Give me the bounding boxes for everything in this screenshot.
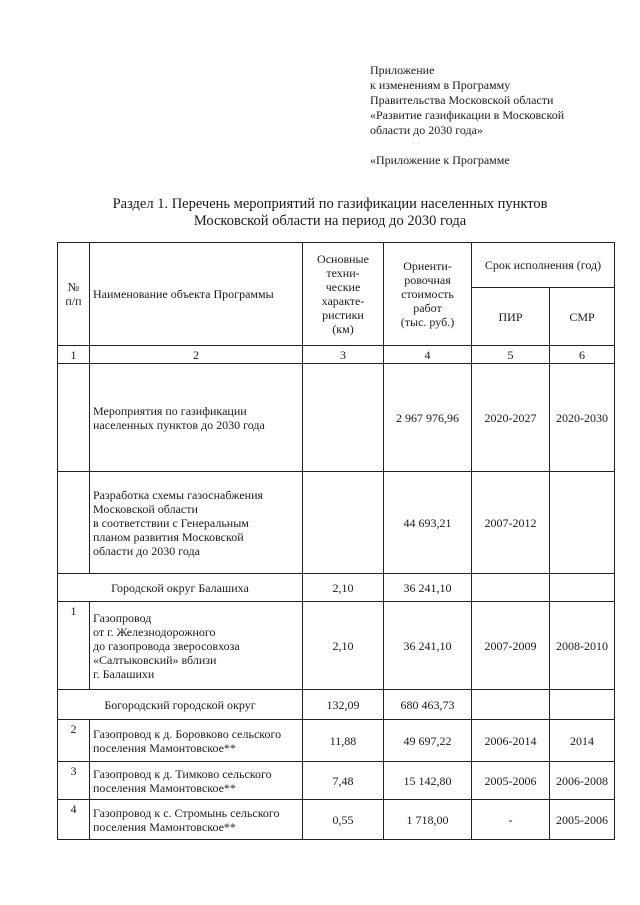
col-number: 2 — [90, 346, 303, 364]
measures-table — [57, 242, 615, 840]
row-km: 132,09 — [303, 690, 384, 720]
row-pir: 2007-2012 — [472, 472, 550, 574]
table-row — [58, 762, 615, 800]
appendix-line: к изменениям в Программу — [370, 78, 511, 92]
row-pir: 2020-2027 — [472, 364, 550, 472]
row-cost: 36 241,10 — [384, 602, 472, 690]
appendix-line: области до 2030 года» — [370, 123, 483, 137]
region-name: Богородский городской округ — [58, 690, 303, 720]
appendix-line: Правительства Московской области — [370, 93, 554, 107]
col-number: 5 — [472, 346, 550, 364]
table-row — [58, 602, 615, 690]
row-name: Газопровод от г. Железнодорожного до газопровода зверосовхоза «Салтыковский» вблизи г. Балашихи — [90, 602, 303, 690]
table-row — [58, 364, 615, 472]
row-pir: 2007-2009 — [472, 602, 550, 690]
row-cost: 2 967 976,96 — [384, 364, 472, 472]
row-name: Газопровод к с. Стромынь сельского поселения Мамонтовское** — [90, 800, 303, 840]
row-name: Газопровод к д. Тимково сельского поселения Мамонтовское** — [90, 762, 303, 800]
row-cost: 1 718,00 — [384, 800, 472, 840]
row-name: Разработка схемы газоснабжения Московской области в соответствии с Генеральным планом развития Московской области до 2030 года — [90, 472, 303, 574]
row-cost: 15 142,80 — [384, 762, 472, 800]
table-row — [58, 472, 615, 574]
row-cost: 44 693,21 — [384, 472, 472, 574]
col-number: 4 — [384, 346, 472, 364]
row-km: 2,10 — [303, 574, 384, 602]
row-smr: 2006-2008 — [550, 762, 615, 800]
header-name: Наименование объекта Программы — [90, 243, 303, 346]
appendix-reference: «Приложение к Программе — [370, 153, 510, 167]
column-numbers-row — [58, 346, 615, 364]
row-number: 3 — [58, 762, 90, 800]
row-km: 7,48 — [303, 762, 384, 800]
row-smr: 2005-2006 — [550, 800, 615, 840]
row-cost: 680 463,73 — [384, 690, 472, 720]
row-cost: 36 241,10 — [384, 574, 472, 602]
col-number: 3 — [303, 346, 384, 364]
col-number: 6 — [550, 346, 615, 364]
row-pir: 2005-2006 — [472, 762, 550, 800]
row-name: Газопровод к д. Боровково сельского поселения Мамонтовское** — [90, 720, 303, 762]
row-name: Мероприятия по газификации населенных пунктов до 2030 года — [90, 364, 303, 472]
table-row — [58, 800, 615, 840]
row-km: 11,88 — [303, 720, 384, 762]
header-num: № п/п — [58, 243, 90, 346]
region-name: Городской округ Балашиха — [58, 574, 303, 602]
row-number: 4 — [58, 800, 90, 840]
row-smr: 2014 — [550, 720, 615, 762]
col-number: 1 — [58, 346, 90, 364]
section-title-line: Московской области на период до 2030 года — [193, 213, 467, 229]
header-cost: Ориенти- ровочная стоимость работ (тыс. руб.) — [384, 243, 472, 346]
header-smr: СМР — [550, 288, 615, 346]
region-row — [58, 690, 615, 720]
row-smr: 2020-2030 — [550, 364, 615, 472]
section-title-line: Раздел 1. Перечень мероприятий по газификации населенных пунктов — [112, 196, 548, 212]
appendix-line: Приложение — [370, 63, 435, 77]
header-period: Срок исполнения (год) — [472, 243, 615, 288]
appendix-block — [370, 63, 620, 168]
row-pir: - — [472, 800, 550, 840]
table-row — [58, 720, 615, 762]
row-km: 2,10 — [303, 602, 384, 690]
row-number: 2 — [58, 720, 90, 762]
row-cost: 49 697,22 — [384, 720, 472, 762]
section-title — [60, 196, 600, 230]
row-km: 0,55 — [303, 800, 384, 840]
appendix-line: «Развитие газификации в Московской — [370, 108, 565, 122]
header-pir: ПИР — [472, 288, 550, 346]
header-row — [58, 243, 615, 288]
row-smr: 2008-2010 — [550, 602, 615, 690]
row-number: 1 — [58, 602, 90, 690]
header-specs: Основные техни- ческие характе- ристики (км) — [303, 243, 384, 346]
row-pir: 2006-2014 — [472, 720, 550, 762]
region-row — [58, 574, 615, 602]
